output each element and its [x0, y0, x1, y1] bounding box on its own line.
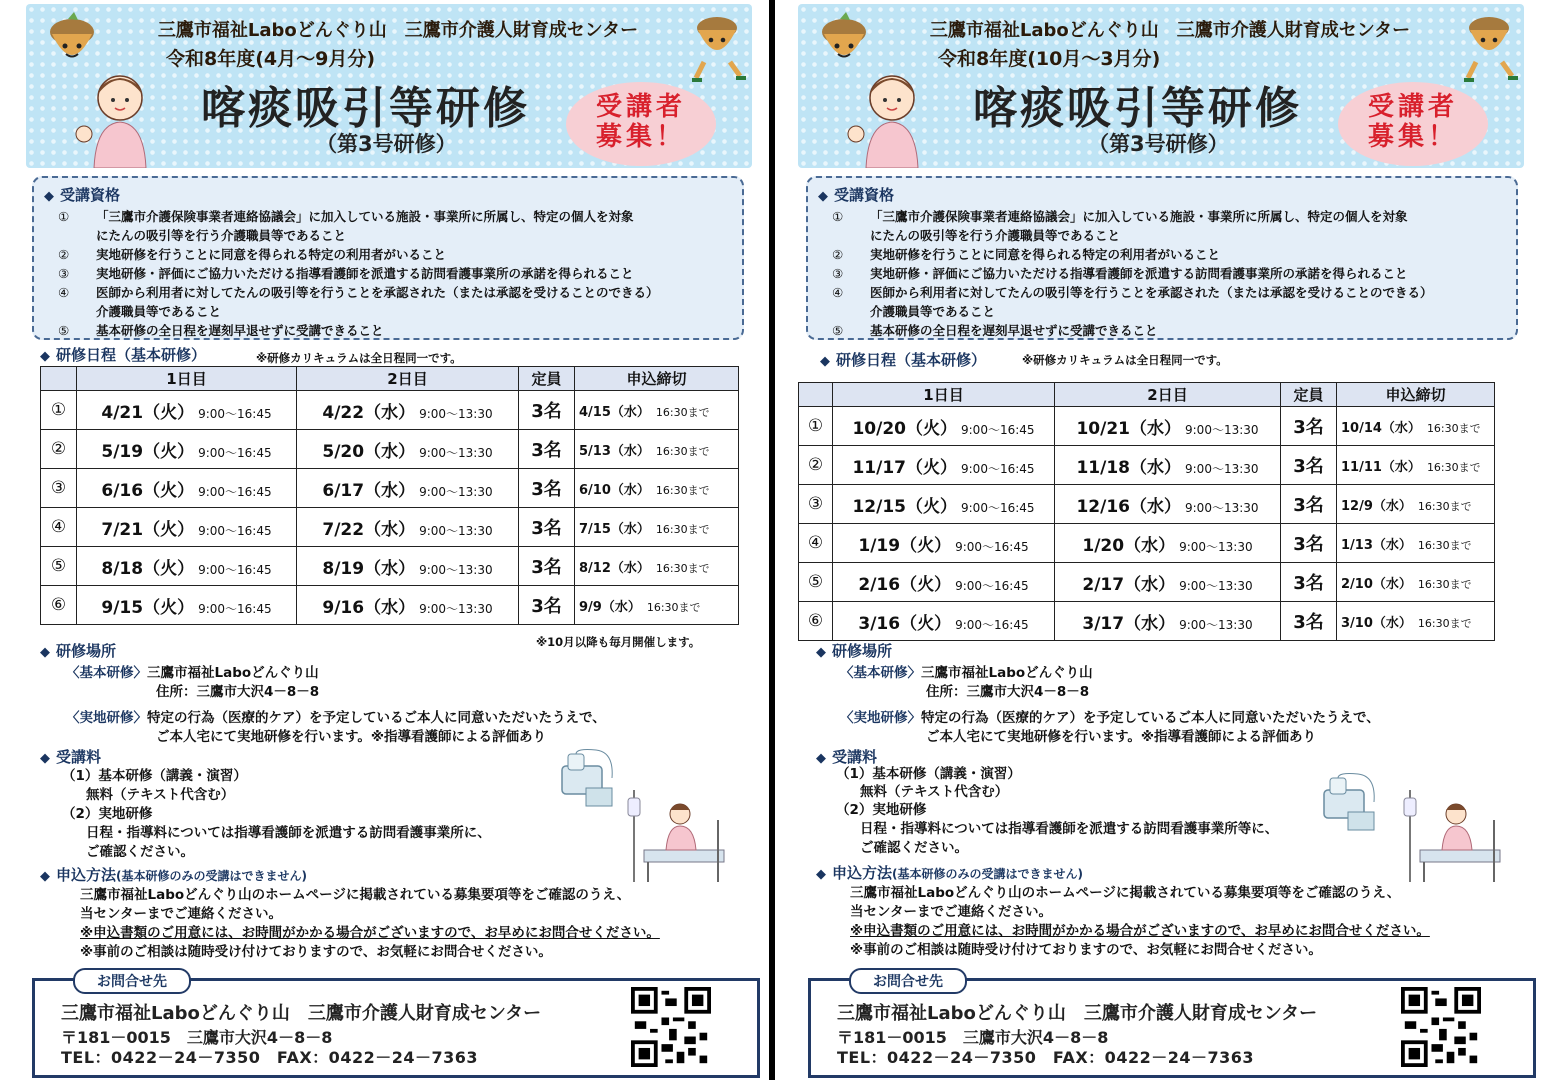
schedule-heading: ◆ 研修日程（基本研修） — [40, 346, 207, 364]
monthly-note: ※10月以降も毎月開催します。 — [536, 635, 701, 649]
apply-text-3: ※申込書類のご用意には、お時間がかかる場合がございますので、お早めにお問合せください。 — [850, 923, 1430, 939]
qualification-item: ③ 実地研修・評価にご協力いただける指導看護師を派遣する訪問看護事業所の承諾を得られること — [58, 266, 634, 281]
table-row: ④ 1/19（火） 9:00～16:45 1/20（水） 9:00～13:30 3名 1/13（水） 16:30まで — [799, 524, 1495, 563]
table-row: ③ 6/16（火） 9:00～16:45 6/17（水） 9:00～13:30 3名 6/10（水） 16:30まで — [41, 469, 739, 508]
fee-field-detail-2: ご確認ください。 — [86, 844, 194, 860]
fee-field-detail: 日程・指導料については指導看護師を派遣する訪問看護事業所等に、 — [860, 821, 1279, 837]
badge-line-2: 募集！ — [595, 122, 686, 152]
contact-phone: TEL：0422－24－7350 FAX：0422－24－7363 — [61, 1048, 479, 1067]
qualification-item: ① 「三鷹市介護保険事業者連絡協議会」に加入している施設・事業所に所属し、特定の個人を対象 にたんの吸引等を行う介護職員等であること — [832, 209, 1408, 243]
schedule-note: ※研修カリキュラムは全日程同一です。 — [1022, 353, 1228, 367]
venue-field-detail: ご本人宅にて実地研修を行います。※指導看護師による評価あり — [156, 729, 547, 745]
qualification-item: ② 実地研修を行うことに同意を得られる特定の利用者がいること — [832, 247, 1221, 262]
diamond-icon: ◆ — [44, 189, 54, 204]
qualification-box — [32, 176, 744, 340]
badge-line-2: 募集！ — [1367, 122, 1458, 152]
patient-bed-illustration — [618, 790, 728, 882]
fee-basic-detail: 無料（テキスト代含む） — [860, 784, 1009, 800]
venue-basic: 〈基本研修〉三鷹市福祉Laboどんぐり山 — [66, 665, 319, 681]
qr-code-icon[interactable] — [631, 987, 711, 1067]
recruiting-badge — [1338, 82, 1488, 166]
fee-heading: ◆ 受講料 — [816, 748, 878, 766]
qualification-heading: ◆ 受講資格 — [44, 186, 121, 204]
table-row: ① 10/20（火） 9:00～16:45 10/21（水） 9:00～13:30 3名 10/14（水） 16:30まで — [799, 407, 1495, 446]
qualification-item: ⑤ 基本研修の全日程を遅刻早退せずに受講できること — [58, 323, 384, 338]
venue-address: 住所：三鷹市大沢4－8－8 — [926, 684, 1090, 700]
contact-box — [808, 974, 1536, 1078]
header-banner — [798, 4, 1524, 168]
badge-line-1: 受講者 — [595, 92, 686, 122]
suction-machine-illustration — [1318, 772, 1378, 836]
fiscal-period: 令和8年度(10月～3月分) — [938, 48, 1161, 70]
page-subtitle: （第3号研修） — [316, 132, 457, 156]
contact-address: 〒181－0015 三鷹市大沢4－8－8 — [61, 1028, 333, 1047]
fee-field: （2）実地研修 — [62, 806, 153, 822]
apply-text-4: ※事前のご相談は随時受け付けておりますので、お気軽にお問合せください。 — [80, 944, 552, 960]
acorn-mascot-icon — [1458, 12, 1520, 82]
table-row: ⑥ 3/16（火） 9:00～16:45 3/17（水） 9:00～13:30 3名 3/10（水） 16:30まで — [799, 602, 1495, 641]
table-row: ⑤ 8/18（火） 9:00～16:45 8/19（水） 9:00～13:30 3名 8/12（水） 16:30まで — [41, 547, 739, 586]
nurse-illustration — [844, 64, 934, 168]
table-row: ② 11/17（火） 9:00～16:45 11/18（水） 9:00～13:30 3名 11/11（水） 16:30まで — [799, 446, 1495, 485]
page-title: 喀痰吸引等研修 — [973, 83, 1302, 134]
venue-field: 〈実地研修〉特定の行為（医療的ケア）を予定しているご本人に同意いただいたうえで、 — [840, 710, 1380, 726]
contact-box — [32, 974, 760, 1078]
venue-field: 〈実地研修〉特定の行為（医療的ケア）を予定しているご本人に同意いただいたうえで、 — [66, 710, 606, 726]
fee-basic-detail: 無料（テキスト代含む） — [86, 787, 235, 803]
patient-bed-illustration — [1394, 790, 1504, 882]
qualification-item: ① 「三鷹市介護保険事業者連絡協議会」に加入している施設・事業所に所属し、特定の個人を対象 にたんの吸引等を行う介護職員等であること — [58, 209, 634, 243]
schedule-table — [798, 382, 1495, 641]
apply-text-3: ※申込書類のご用意には、お時間がかかる場合がございますので、お早めにお問合せください。 — [80, 925, 660, 941]
qualification-item: ⑤ 基本研修の全日程を遅刻早退せずに受講できること — [832, 323, 1158, 338]
organization-name: 三鷹市福祉Laboどんぐり山 三鷹市介護人財育成センター — [157, 20, 639, 41]
contact-phone: TEL：0422－24－7350 FAX：0422－24－7363 — [837, 1048, 1255, 1067]
diamond-icon: ◆ — [818, 189, 828, 204]
fee-field: （2）実地研修 — [836, 802, 927, 818]
table-row: ③ 12/15（火） 9:00～16:45 12/16（水） 9:00～13:30 3名 12/9（水） 16:30まで — [799, 485, 1495, 524]
schedule-table — [40, 366, 739, 625]
apply-heading: ◆ 申込方法(基本研修のみの受講はできません) — [816, 864, 1083, 882]
schedule-heading: ◆ 研修日程（基本研修） — [820, 351, 987, 369]
fee-field-detail: 日程・指導料については指導看護師を派遣する訪問看護事業所に、 — [86, 825, 491, 841]
venue-address: 住所：三鷹市大沢4－8－8 — [156, 684, 320, 700]
table-row: ④ 7/21（火） 9:00～16:45 7/22（水） 9:00～13:30 3名 7/15（水） 16:30まで — [41, 508, 739, 547]
nurse-illustration — [72, 64, 162, 168]
apply-text-1: 三鷹市福祉Laboどんぐり山のホームページに掲載されている募集要項等をご確認のうえ、 — [850, 885, 1401, 901]
page-title: 喀痰吸引等研修 — [201, 83, 530, 134]
contact-address: 〒181－0015 三鷹市大沢4－8－8 — [837, 1028, 1109, 1047]
apply-text-1: 三鷹市福祉Laboどんぐり山のホームページに掲載されている募集要項等をご確認のうえ、 — [80, 887, 631, 903]
apply-text-2: 当センターまでご連絡ください。 — [850, 904, 1052, 920]
venue-heading: ◆ 研修場所 — [816, 642, 893, 660]
fee-heading: ◆ 受講料 — [40, 748, 102, 766]
table-header-row: 1日目 2日目 定員 申込締切 — [799, 383, 1495, 407]
apply-text-2: 当センターまでご連絡ください。 — [80, 906, 282, 922]
contact-tab: お問合せ先 — [73, 968, 191, 994]
venue-basic: 〈基本研修〉三鷹市福祉Laboどんぐり山 — [840, 665, 1093, 681]
page-subtitle: （第3号研修） — [1088, 132, 1229, 156]
flyer-second-half — [778, 0, 1538, 1080]
contact-organization: 三鷹市福祉Laboどんぐり山 三鷹市介護人財育成センター — [61, 1003, 542, 1024]
badge-line-1: 受講者 — [1367, 92, 1458, 122]
table-header-row: 1日目 2日目 定員 申込締切 — [41, 367, 739, 391]
qr-code-icon[interactable] — [1401, 987, 1481, 1067]
qualification-item: ② 実地研修を行うことに同意を得られる特定の利用者がいること — [58, 247, 447, 262]
recruiting-badge — [566, 82, 716, 166]
table-row: ⑤ 2/16（火） 9:00～16:45 2/17（水） 9:00～13:30 3名 2/10（水） 16:30まで — [799, 563, 1495, 602]
schedule-note: ※研修カリキュラムは全日程同一です。 — [256, 351, 462, 365]
apply-heading: ◆ 申込方法(基本研修のみの受講はできません) — [40, 866, 307, 884]
qualification-item: ④ 医師から利用者に対してたんの吸引等を行うことを承認された（または承認を受けることのできる） 介護職員等であること — [58, 285, 659, 319]
qualification-item: ④ 医師から利用者に対してたんの吸引等を行うことを承認された（または承認を受けることのできる） 介護職員等であること — [832, 285, 1433, 319]
qualification-heading: ◆ 受講資格 — [818, 186, 895, 204]
venue-field-detail: ご本人宅にて実地研修を行います。※指導看護師による評価あり — [926, 729, 1317, 745]
table-row: ⑥ 9/15（火） 9:00～16:45 9/16（水） 9:00～13:30 3名 9/9（水） 16:30まで — [41, 586, 739, 625]
qualification-item: ③ 実地研修・評価にご協力いただける指導看護師を派遣する訪問看護事業所の承諾を得られること — [832, 266, 1408, 281]
apply-text-4: ※事前のご相談は随時受け付けておりますので、お気軽にお問合せください。 — [850, 942, 1322, 958]
venue-heading: ◆ 研修場所 — [40, 642, 117, 660]
fee-field-detail-2: ご確認ください。 — [860, 840, 968, 856]
header-banner — [26, 4, 752, 168]
suction-machine-illustration — [556, 748, 616, 812]
flyer-first-half — [0, 0, 760, 1080]
contact-organization: 三鷹市福祉Laboどんぐり山 三鷹市介護人財育成センター — [837, 1003, 1318, 1024]
table-row: ① 4/21（火） 9:00～16:45 4/22（水） 9:00～13:30 3名 4/15（水） 16:30まで — [41, 391, 739, 430]
contact-tab: お問合せ先 — [849, 968, 967, 994]
page-divider — [769, 0, 775, 1080]
fee-basic: （1）基本研修（講義・演習） — [836, 766, 1021, 782]
fiscal-period: 令和8年度(4月～9月分) — [166, 48, 376, 70]
organization-name: 三鷹市福祉Laboどんぐり山 三鷹市介護人財育成センター — [929, 20, 1411, 41]
acorn-mascot-icon — [686, 12, 748, 82]
qualification-box — [806, 176, 1518, 340]
table-row: ② 5/19（火） 9:00～16:45 5/20（水） 9:00～13:30 3名 5/13（水） 16:30まで — [41, 430, 739, 469]
fee-basic: （1）基本研修（講義・演習） — [62, 768, 247, 784]
